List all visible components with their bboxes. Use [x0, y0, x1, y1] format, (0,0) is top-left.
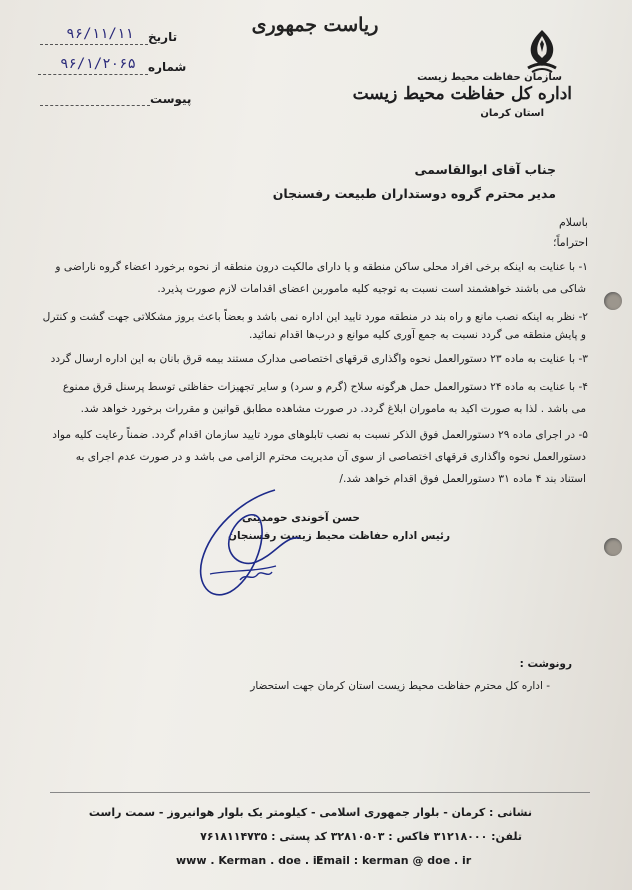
date-label: تاریخ — [148, 30, 178, 44]
footer-website: www . Kerman . doe . ir — [176, 854, 323, 867]
cc-label: رونوشت : — [519, 658, 572, 670]
footer-email: Email : kerman @ doe . ir — [316, 854, 472, 867]
footer-divider — [50, 792, 590, 793]
signatory-name: حسن آخوندی حومدینی — [242, 512, 360, 524]
salutation: احتراماً؛ — [552, 236, 588, 249]
paragraph-line: ۳- با عنایت به ماده ۲۳ دستورالعمل نحوه واگذاری قرقهای اختصاصی مدارک مستند بیمه قرق بانان به این اداره ارسال گردد — [50, 353, 588, 365]
attachment-label: پیوست — [150, 92, 192, 106]
punch-hole — [604, 538, 622, 556]
recipient-title: مدیر محترم گروه دوستداران طبیعت رفسنجان — [272, 186, 556, 201]
paragraph-line: می باشد . لذا به صورت اکید به ماموران ابلاغ گردد. در صورت مشاهده مطابق قوانین و مقررات برخورد خواهد شد. — [80, 403, 586, 415]
paragraph-line: ۱- با عنایت به اینکه برخی افراد محلی ساکن منطقه و یا دارای مالکیت درون منطقه از نحوه برخورد اعضاء گروه ناراضی و — [55, 261, 588, 273]
number-value: ۹۶/۱/۲۰۶۵ — [60, 56, 136, 72]
org-name-line2: اداره کل حفاظت محیط زیست — [352, 84, 572, 104]
org-name-line1: سازمان حفاظت محیط زیست — [417, 72, 562, 83]
number-label: شماره — [148, 60, 187, 74]
attachment-line — [40, 105, 150, 106]
paragraph-line: شاکی می باشند خواهشمند است نسبت به توجیه کلیه ماموربن اعضای اقدامات لازم صورت پذیرد. — [157, 283, 586, 295]
environment-organization-logo-icon — [520, 26, 564, 74]
paragraph-line: ۴- با عنایت به ماده ۲۴ دستورالعمل حمل هرگونه سلاح (گرم و سرد) و سایر تجهیزات حفاظتی توسط پرسنل قرق ممنوع — [62, 381, 588, 393]
footer-address: نشانی : کرمان - بلوار جمهوری اسلامی - کیلومتر یک بلوار هوانیروز - سمت راست — [88, 806, 532, 819]
greeting: باسلام — [558, 216, 588, 229]
handwritten-signature-icon — [180, 480, 340, 610]
paragraph-line: استناد بند ۴ ماده ۳۱ دستورالعمل فوق اقدام خواهد شد./ — [339, 473, 586, 485]
punch-hole — [604, 292, 622, 310]
footer-phone: تلفن: ۳۱۲۱۸۰۰۰ فاکس : ۳۲۸۱۰۵۰۳ کد پستی : ۷۶۱۸۱۱۴۷۳۵ — [200, 830, 522, 843]
letterhead-title: ریاست جمهوری — [251, 14, 379, 36]
paragraph-line: دستورالعمل نحوه واگذاری قرقهای اختصاصی از سوی آن مدیریت محترم الزامی می باشد و در صورت عدم اجرای به — [75, 451, 586, 463]
number-line — [38, 74, 148, 75]
cc-item: - اداره کل محترم حفاظت محیط زیست استان کرمان جهت استحضار — [250, 680, 550, 692]
org-name-line3: استان کرمان — [480, 108, 544, 119]
paragraph-line: ۵- در اجرای ماده ۲۹ دستورالعمل فوق الذکر نسبت به نصب تابلوهای مورد تایید سازمان اقدام گردد. ضمناً رعایت کلیه مواد — [52, 429, 588, 441]
paragraph-line: ۲- نظر به اینکه نصب مانع و راه بند در منطقه مورد تایید این اداره نمی باشد و بعضاً باعث بروز مشکلاتی جهت گشت و کنترل — [42, 311, 588, 323]
paragraph-line: و پایش منطقه می گردد نسبت به جمع آوری کلیه موانع و درب‌ها اقدام نمائید. — [248, 329, 586, 341]
signatory-title: رئیس اداره حفاظت محیط زیست رفسنجان — [228, 530, 451, 542]
recipient-name: جناب آقای ابوالقاسمی — [414, 162, 556, 177]
date-value: ۹۶/۱۱/۱۱ — [66, 26, 134, 42]
date-line — [40, 44, 148, 45]
